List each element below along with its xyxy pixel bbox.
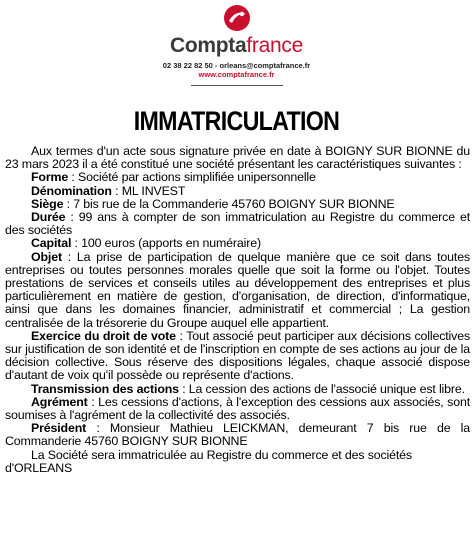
agrement-label: Agrément <box>31 394 88 409</box>
brand-name <box>0 34 473 58</box>
siege-value: : 7 bis rue de la Commanderie 45760 BOIGNY SUR BIONNE <box>63 196 395 211</box>
header-divider <box>191 85 283 86</box>
president-paragraph <box>5 422 470 448</box>
objet-label: Objet <box>31 249 62 264</box>
denomination-value: : ML INVEST <box>111 183 186 198</box>
exercice-label: Exercice du droit de vote <box>31 328 176 343</box>
notice-body <box>5 145 470 475</box>
president-value: : Monsieur Mathieu LEICKMAN, demeurant 7 bis rue de la Commanderie 45760 BOIGNY SUR BIONNE <box>5 421 470 449</box>
capital-value: : 100 euros (apports en numéraire) <box>71 236 261 251</box>
letterhead <box>0 4 473 86</box>
intro-paragraph: Aux termes d'un acte sous signature privée en date à BOIGNY SUR BIONNE du 23 mars 2023 il a été constitué une société présentant les caractéristiques suivantes : <box>5 144 470 172</box>
transmission-label: Transmission des actions <box>31 381 179 396</box>
exercice-paragraph <box>5 330 470 383</box>
objet-paragraph <box>5 251 470 330</box>
duree-paragraph <box>5 211 470 237</box>
agrement-paragraph <box>5 396 470 422</box>
comptafrance-logo-icon <box>223 4 251 32</box>
exercice-value: : Tout associé peut participer aux décisions collectives sur justification de son identité et de l'inscription en compte de ses actions au jour de la décision collective. Sous réserve des dispositions légales, chaque associé dispose d'autant de voix qu'il possède ou représente d'actions. <box>5 328 470 383</box>
page-title: IMMATRICULATION <box>133 106 340 136</box>
brand-name-part1: Compta <box>170 34 247 57</box>
forme-label: Forme <box>31 170 69 185</box>
website-link[interactable]: www.comptafrance.fr <box>198 70 275 79</box>
denomination-label: Dénomination <box>31 183 112 198</box>
capital-label: Capital <box>31 236 72 251</box>
objet-value: : La prise de participation de quelque manière que ce soit dans toutes entreprises ou toutes personnes morales quelle que soit la forme ou l'objet. Toutes prestations de services et conseils utiles au développement des entreprises et plus particulièrement en matière de gestion, d'organisation, de direction, d'informatique, ainsi que dans les domaines financier, administratif et commercial ; La gestion centralisée de la trésorerie du Groupe auquel elle appartient. <box>5 249 470 330</box>
closing-paragraph: La Société sera immatriculée au Registre du commerce et des sociétés d'ORLEANS <box>5 447 412 475</box>
siege-label: Siège <box>31 196 64 211</box>
transmission-value: : La cession des actions de l'associé unique est libre. <box>178 381 465 396</box>
duree-value: : 99 ans à compter de son immatriculation au Registre du commerce et des sociétés <box>5 210 470 238</box>
agrement-value: : Les cessions d'actions, à l'exception des cessions aux associés, sont soumises à l'agrément de la collectivité des associés. <box>5 394 470 423</box>
president-label: Président <box>31 421 87 436</box>
forme-value: : Société par actions simplifiée unipersonnelle <box>68 170 316 185</box>
duree-label: Durée <box>31 210 66 225</box>
brand-name-part2: france <box>246 34 303 57</box>
contact-line: 02 38 22 82 50 - orleans@comptafrance.fr <box>162 61 311 70</box>
